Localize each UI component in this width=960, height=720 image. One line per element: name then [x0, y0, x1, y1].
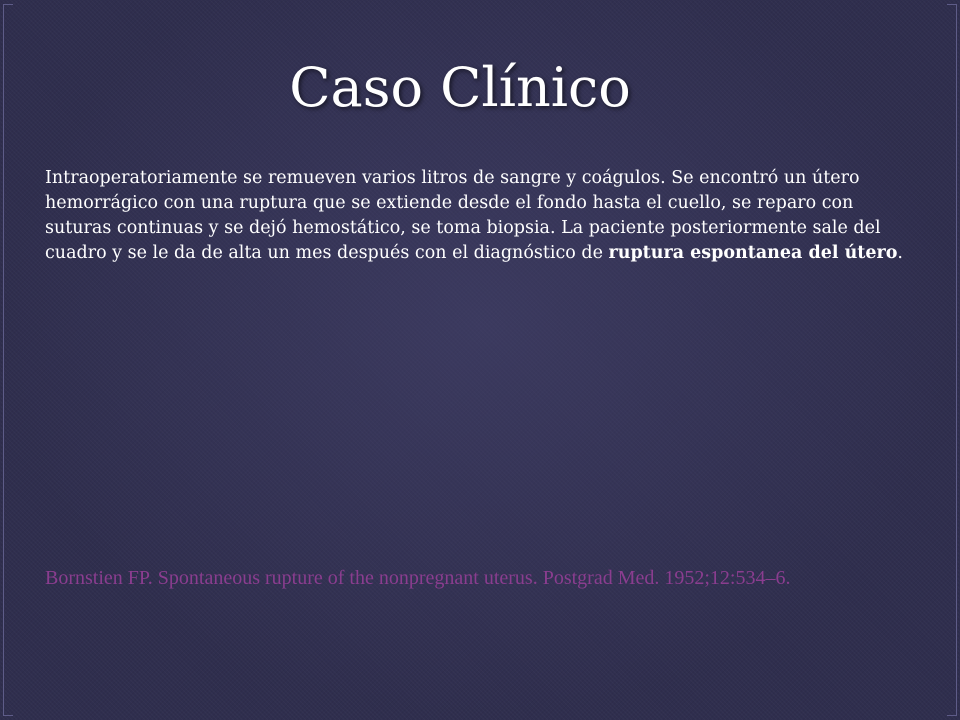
body-text-main: Intraoperatoriamente se remueven varios litros de sangre y coágulos. Se encontró un útero hemorrágico con una ruptura que se extiende desde el fondo hasta el cuello, se reparo con suturas continuas y se dejó hemostático, se toma biopsia. La paciente posteriormente sale del cuadro y se le da de alta un mes después con el diagnóstico de [45, 168, 881, 263]
citation-text: Bornstien FP. Spontaneous rupture of the nonpregnant uterus. Postgrad Med. 1952;12:534–6. [45, 567, 791, 589]
slide-title: Caso Clínico [289, 56, 631, 119]
body-text-end: . [897, 243, 903, 263]
body-text-bold: ruptura espontanea del útero [608, 243, 898, 263]
slide-body-text [45, 166, 925, 266]
right-bracket-decoration [947, 4, 957, 716]
